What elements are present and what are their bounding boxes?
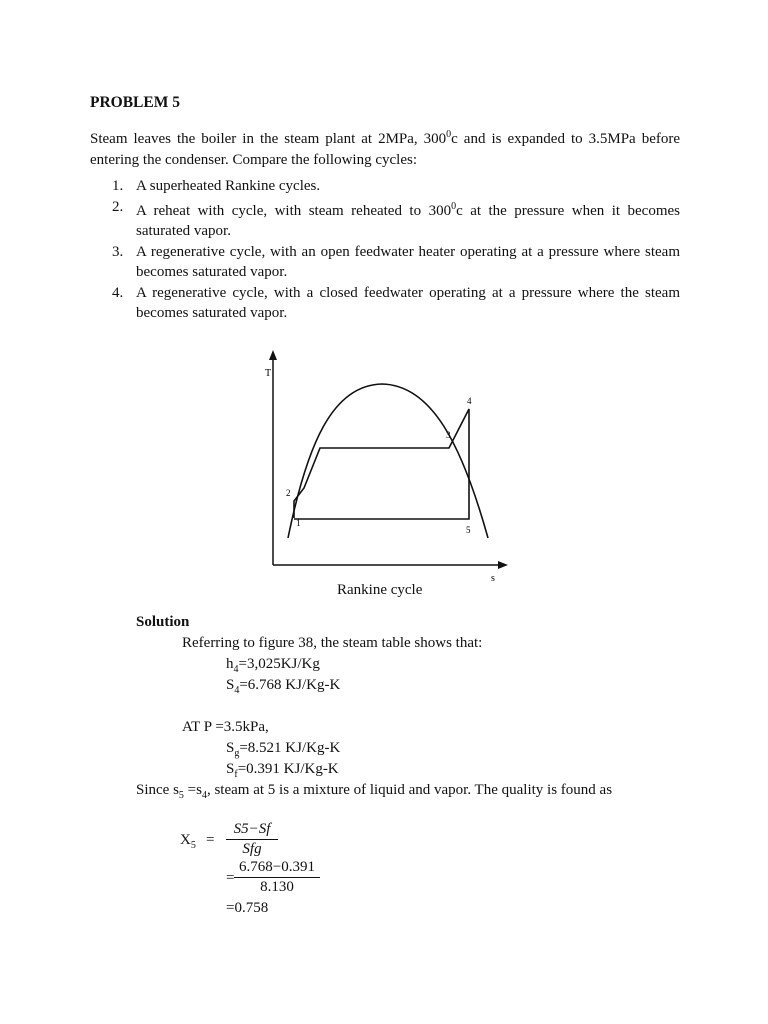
sub: 5 [178,790,184,801]
denominator: Sfg [226,839,278,859]
equals-sign: = [206,832,215,848]
sub: 4 [234,685,240,696]
list-number: 1. [112,178,124,194]
equals-sign: = [226,870,235,886]
quality-result: =0.758 [226,900,269,916]
rankine-diagram [262,350,512,585]
text: =s [183,782,202,798]
sym: S [226,761,235,777]
pressure-line: AT P =3.5kPa, [182,719,269,735]
value: =6.768 KJ/Kg-K [239,677,341,693]
list-item [90,283,680,324]
list-item [90,197,680,242]
problem-intro [90,124,680,171]
s-axis-label: s [491,573,495,584]
s4-line [226,677,340,696]
h4-line [226,656,320,675]
value: =0.391 KJ/Kg-K [237,761,339,777]
sg-line [226,740,340,759]
degree-sup: 0 [446,129,452,140]
list-text: A superheated Rankine cycles. [136,178,321,194]
list-number: 2. [112,198,124,215]
numerator: 6.768−0.391 [239,859,315,875]
quality-numeric [234,858,320,897]
since-line [136,782,612,801]
sub: f [234,769,238,780]
quality-formula [226,820,278,859]
sym: S [226,740,235,756]
list-item [90,176,680,197]
point-label: 5 [466,525,471,535]
sub: 4 [201,790,207,801]
sym: X [180,832,191,848]
x5-label [180,832,196,851]
sym: h [226,656,234,672]
denominator: 8.130 [234,877,320,897]
degree-sup: 0 [451,200,457,212]
sub: g [234,748,240,759]
list-text: A regenerative cycle, with a closed feedwater operating at a pressure where the steam becomes saturated vapor. [136,284,680,321]
point-label: 4 [467,396,472,406]
point-label: 2 [286,488,291,498]
value: =8.521 KJ/Kg-K [239,740,341,756]
solution-heading: Solution [136,614,190,630]
point-label: 3 [446,430,451,440]
text: , steam at 5 is a mixture of liquid and vapor. The quality is found as [206,782,613,798]
value: =3,025KJ/Kg [238,656,320,672]
sym: S [226,677,235,693]
problem-title: PROBLEM 5 [90,94,180,111]
sf-line [226,761,339,780]
list-text: A regenerative cycle, with an open feedwater heater operating at a pressure where steam becomes saturated vapor. [136,243,680,280]
list-text: A reheat with cycle, with steam reheated to 300 [136,202,452,219]
solution-ref: Referring to figure 38, the steam table shows that: [182,635,483,651]
t-axis-label: T [265,368,272,379]
figure-caption: Rankine cycle [337,582,423,598]
list-number: 4. [112,284,124,301]
point-label: 1 [296,518,301,528]
list-item [90,242,680,283]
sub: 4 [233,664,239,675]
list-text: c at the pressure when it becomes saturated vapor. [136,202,680,239]
cycle-list [90,176,680,324]
text: Since s [136,782,179,798]
list-number: 3. [112,243,124,260]
numerator: S5−Sf [233,821,271,837]
intro-text-2: c and is expanded to 3.5MPa before entering the condenser. Compare the following cycles: [90,131,680,168]
sub: 5 [190,840,196,851]
intro-text-1: Steam leaves the boiler in the steam plant at 2MPa, 300 [90,131,447,147]
